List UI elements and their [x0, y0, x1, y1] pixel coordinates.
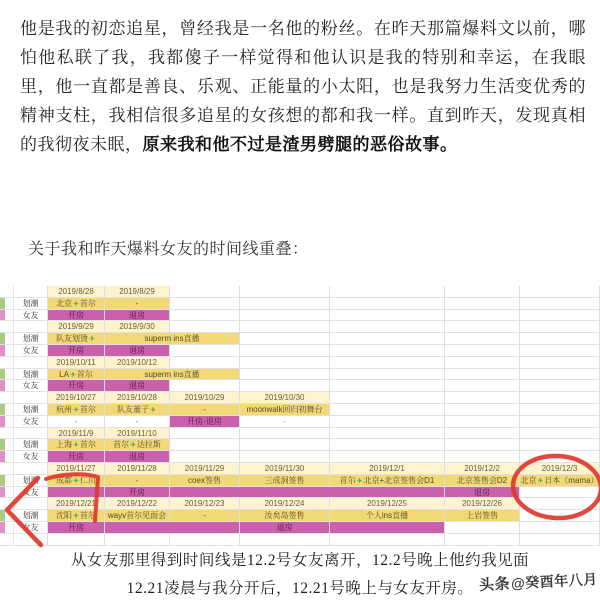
table-cell [240, 451, 330, 463]
table-row [0, 534, 600, 546]
table-cell [240, 345, 330, 357]
table-cell: 2019/9/29 [48, 321, 105, 333]
table-cell [445, 534, 520, 546]
row-label: 女友 [14, 487, 48, 499]
row-label: 划潮 [14, 475, 48, 487]
table-cell [520, 345, 600, 357]
table-cell [330, 428, 445, 440]
table-cell [105, 522, 240, 534]
table-cell: - [170, 510, 240, 522]
table-cell [330, 522, 445, 534]
table-cell [240, 357, 330, 369]
table-cell: 2019/12/22 [105, 498, 170, 510]
post-paragraph [20, 14, 586, 159]
table-cell: 开房·退房 [170, 416, 240, 428]
table-cell [170, 451, 240, 463]
table-cell: 沈阳✈首尔 [48, 510, 105, 522]
table-cell: superm ins直播 [105, 333, 240, 345]
table-cell [170, 428, 240, 440]
table-row [0, 487, 600, 499]
table-cell: 2019/11/10 [105, 428, 170, 440]
row-label: 划潮 [14, 404, 48, 416]
table-cell [520, 286, 600, 298]
table-cell [445, 333, 520, 345]
table-cell [170, 286, 240, 298]
caption-line-2: 12.21凌晨与我分开后，12.21号晚上与女友开房。 [126, 580, 474, 597]
table-cell [520, 428, 600, 440]
table-cell [330, 286, 445, 298]
table-row [0, 380, 600, 392]
plane-icon: ✈ [130, 442, 136, 450]
table-row [0, 510, 600, 522]
table-cell [330, 321, 445, 333]
table-cell [0, 369, 14, 381]
table-cell [0, 333, 14, 345]
table-cell: - [240, 416, 330, 428]
table-cell [170, 439, 240, 451]
table-cell [445, 357, 520, 369]
table-cell [520, 451, 600, 463]
table-cell [0, 463, 14, 475]
row-label [14, 498, 48, 510]
table-cell [520, 333, 600, 345]
table-row [0, 428, 600, 440]
timeline-table [0, 286, 600, 546]
table-cell: coex签售 [170, 475, 240, 487]
table-cell [445, 451, 520, 463]
row-label: 划潮 [14, 369, 48, 381]
table-cell [0, 298, 14, 310]
table-cell: 2019/12/3 [520, 463, 600, 475]
row-label [14, 286, 48, 298]
table-cell [0, 439, 14, 451]
table-cell: 2019/12/21 [48, 498, 105, 510]
table-cell: 2019/11/27 [48, 463, 105, 475]
table-row [0, 416, 600, 428]
plane-icon: ✈ [73, 406, 79, 414]
table-row [0, 475, 600, 487]
row-label: 女友 [14, 380, 48, 392]
table-cell: 退房 [105, 451, 170, 463]
table-cell [330, 357, 445, 369]
table-cell [105, 534, 170, 546]
table-cell [520, 534, 600, 546]
table-cell: 三成洞签售 [240, 475, 330, 487]
row-label: 女友 [14, 310, 48, 322]
table-cell: 2019/11/29 [170, 463, 240, 475]
table-cell [520, 498, 600, 510]
table-row [0, 392, 600, 404]
table-cell [240, 333, 330, 345]
table-cell [240, 298, 330, 310]
table-cell: 汝矣岛签售 [240, 510, 330, 522]
table-cell [330, 310, 445, 322]
table-cell [170, 534, 240, 546]
table-cell [330, 369, 445, 381]
table-cell: 首尔✈北京+北京签售会D1 [330, 475, 445, 487]
table-cell [330, 333, 445, 345]
table-cell [48, 534, 105, 546]
table-row [0, 404, 600, 416]
table-cell: 2019/11/30 [240, 463, 330, 475]
table-cell [445, 404, 520, 416]
plane-icon: ✈ [537, 477, 544, 485]
table-row [0, 522, 600, 534]
table-cell: 2019/10/12 [105, 357, 170, 369]
table-cell [240, 439, 330, 451]
table-cell [0, 428, 14, 440]
table-cell: 2019/8/28 [48, 286, 105, 298]
table-cell [330, 451, 445, 463]
table-cell [170, 345, 240, 357]
plane-icon: ✈ [69, 371, 76, 379]
table-cell [0, 487, 14, 499]
row-label: 女友 [14, 345, 48, 357]
table-cell: 2019/12/24 [240, 498, 330, 510]
row-label [14, 321, 48, 333]
table-cell [0, 498, 14, 510]
row-label: 女友 [14, 416, 48, 428]
table-cell: LA✈首尔 [48, 369, 105, 381]
table-cell: wayv首尔见面会 [105, 510, 170, 522]
row-label: 女友 [14, 522, 48, 534]
table-cell [0, 392, 14, 404]
table-cell [240, 310, 330, 322]
table-cell [520, 439, 600, 451]
table-cell: 2019/11/28 [105, 463, 170, 475]
table-cell: 北京✈日本（mama） [520, 475, 599, 485]
table-cell: - [105, 475, 170, 487]
table-cell: 2019/11/9 [48, 428, 105, 440]
table-cell: 开房 [48, 345, 105, 357]
plane-icon: ✈ [89, 336, 95, 344]
table-cell [520, 510, 600, 522]
table-cell [0, 357, 14, 369]
table-cell [445, 310, 520, 322]
table-cell [520, 416, 600, 428]
row-label: 划潮 [14, 439, 48, 451]
table-row [0, 310, 600, 322]
table-cell [520, 380, 600, 392]
table-cell [330, 380, 445, 392]
table-cell [240, 428, 330, 440]
timeline-subtitle: 关于我和昨天爆料女友的时间线重叠： [28, 241, 309, 258]
table-cell: 2019/10/27 [48, 392, 105, 404]
table-cell [445, 392, 520, 404]
table-cell: 首尔✈达拉斯 [105, 439, 170, 451]
table-cell [330, 404, 445, 416]
table-cell [0, 510, 14, 522]
table-row [0, 439, 600, 451]
plane-icon: ✈ [73, 513, 79, 521]
table-cell: 北京签售会D2 [445, 475, 520, 487]
table-cell: moonwalk回归初舞台 [240, 404, 330, 416]
table-cell [520, 369, 600, 381]
table-cell [330, 392, 445, 404]
table-cell [520, 298, 600, 310]
table-cell: - [170, 404, 240, 416]
table-cell: superm ins直播 [105, 369, 240, 381]
table-cell: 2019/10/11 [48, 357, 105, 369]
table-cell [445, 428, 520, 440]
table-row [0, 298, 600, 310]
plane-icon: ✈ [356, 477, 363, 485]
caption-line-1: 从女友那里得到时间线是12.2号女友离开，12.2号晚上他约我见面 [70, 552, 530, 569]
table-cell: 2019/10/28 [105, 392, 170, 404]
table-cell [445, 298, 520, 310]
table-cell [170, 380, 240, 392]
table-cell [0, 321, 14, 333]
table-cell: 退房 [105, 345, 170, 357]
table-cell: 上海✈首尔 [48, 439, 105, 451]
table-cell: 2019/12/23 [170, 498, 240, 510]
table-cell: 2019/8/29 [105, 286, 170, 298]
row-label: 女友 [14, 451, 48, 463]
table-cell: 上岩签售 [445, 510, 520, 522]
table-cell [520, 357, 600, 369]
table-cell [0, 310, 14, 322]
table-cell [520, 392, 600, 404]
table-cell: - [105, 298, 170, 310]
plane-icon: ✈ [73, 477, 79, 485]
row-label [14, 428, 48, 440]
table-row [0, 345, 600, 357]
table-cell: 队友董子✈ [105, 404, 170, 416]
table-cell: 退房 [105, 380, 170, 392]
row-label [14, 392, 48, 404]
table-cell [445, 380, 520, 392]
table-row [0, 333, 600, 345]
table-cell [520, 487, 600, 499]
table-cell [0, 286, 14, 298]
table-row [0, 357, 600, 369]
table-cell: 2019/12/2 [445, 463, 520, 475]
table-cell [0, 451, 14, 463]
table-cell [520, 310, 600, 322]
table-cell: 队友划烫✈ [48, 333, 105, 345]
table-cell [330, 298, 445, 310]
table-row [0, 286, 600, 298]
table-cell [330, 345, 445, 357]
table-cell: 退房 [445, 487, 520, 499]
table-cell [445, 321, 520, 333]
row-label: 划潮 [14, 510, 48, 522]
paragraph-text: 他是我的初恋追星，曾经我是一名他的粉丝。在昨天那篇爆料文以前，哪怕他私联了我，我都傻子一样觉得和他认识是我的特别和幸运，在我眼里，他一直都是善良、乐观、正能量的小太阳，也是我努力生活变优秀的精神支柱，我相信很多追星的女孩想的都和我一样。直到昨天，发现真相的我彻夜未眠， [20, 19, 586, 154]
table-cell [0, 404, 14, 416]
table-cell: 2019/12/1 [330, 463, 445, 475]
table-cell: 2019/10/30 [240, 392, 330, 404]
table-cell [48, 487, 105, 499]
table-cell [170, 321, 240, 333]
table-cell: 开房 [48, 522, 105, 534]
plane-icon: ✈ [73, 300, 79, 308]
table-cell: 开房 [48, 380, 105, 392]
table-cell: 2019/12/25 [330, 498, 445, 510]
watermark-logo: 头条 [479, 575, 511, 595]
table-cell: 2019/9/30 [105, 321, 170, 333]
table-cell [445, 345, 520, 357]
table-cell: 2019/12/26 [445, 498, 520, 510]
row-label: 划潮 [14, 333, 48, 345]
table-cell [520, 522, 600, 534]
table-cell [240, 321, 330, 333]
table-cell: 成都✈仁川 [48, 475, 105, 487]
row-label [14, 534, 48, 546]
table-cell [445, 416, 520, 428]
table-cell [240, 380, 330, 392]
table-cell: - [105, 416, 170, 428]
table-cell [0, 416, 14, 428]
table-cell [240, 286, 330, 298]
table-row [0, 451, 600, 463]
table-cell [170, 298, 240, 310]
table-cell: 开房 [48, 451, 105, 463]
table-cell: 退房 [105, 310, 170, 322]
table-cell [445, 369, 520, 381]
table-row [0, 321, 600, 333]
table-row [0, 463, 600, 475]
watermark-username: @癸酉年八月 [510, 570, 599, 592]
table-cell [240, 534, 330, 546]
table-cell [445, 522, 520, 534]
table-cell [170, 310, 240, 322]
table-cell [445, 439, 520, 451]
table-row [0, 498, 600, 510]
table-cell [240, 369, 330, 381]
table-cell [0, 475, 14, 487]
table-cell [330, 534, 445, 546]
row-label: 划潮 [14, 298, 48, 310]
table-cell [170, 357, 240, 369]
table-cell: 退房 [240, 522, 330, 534]
table-cell: 开房 [105, 487, 170, 499]
table-cell [0, 345, 14, 357]
table-cell: 开房 [48, 310, 105, 322]
table-row [0, 369, 600, 381]
table-cell [520, 404, 600, 416]
row-label [14, 463, 48, 475]
table-cell: 杭州✈首尔 [48, 404, 105, 416]
table-cell: 北京✈首尔 [48, 298, 105, 310]
table-cell [520, 321, 600, 333]
table-cell [0, 380, 14, 392]
table-cell [330, 439, 445, 451]
plane-icon: ✈ [73, 442, 79, 450]
table-cell [445, 286, 520, 298]
table-cell: - [48, 416, 105, 428]
table-cell [330, 416, 445, 428]
table-cell [0, 534, 14, 546]
table-cell [0, 522, 14, 534]
table-cell [170, 487, 445, 499]
paragraph-bold-text: 原来我和他不过是渣男劈腿的恶俗故事。 [142, 135, 458, 154]
plane-icon: ✈ [150, 406, 156, 414]
table-cell: 个人ins直播 [330, 510, 445, 522]
row-label [14, 357, 48, 369]
table-cell: 2019/10/29 [170, 392, 240, 404]
